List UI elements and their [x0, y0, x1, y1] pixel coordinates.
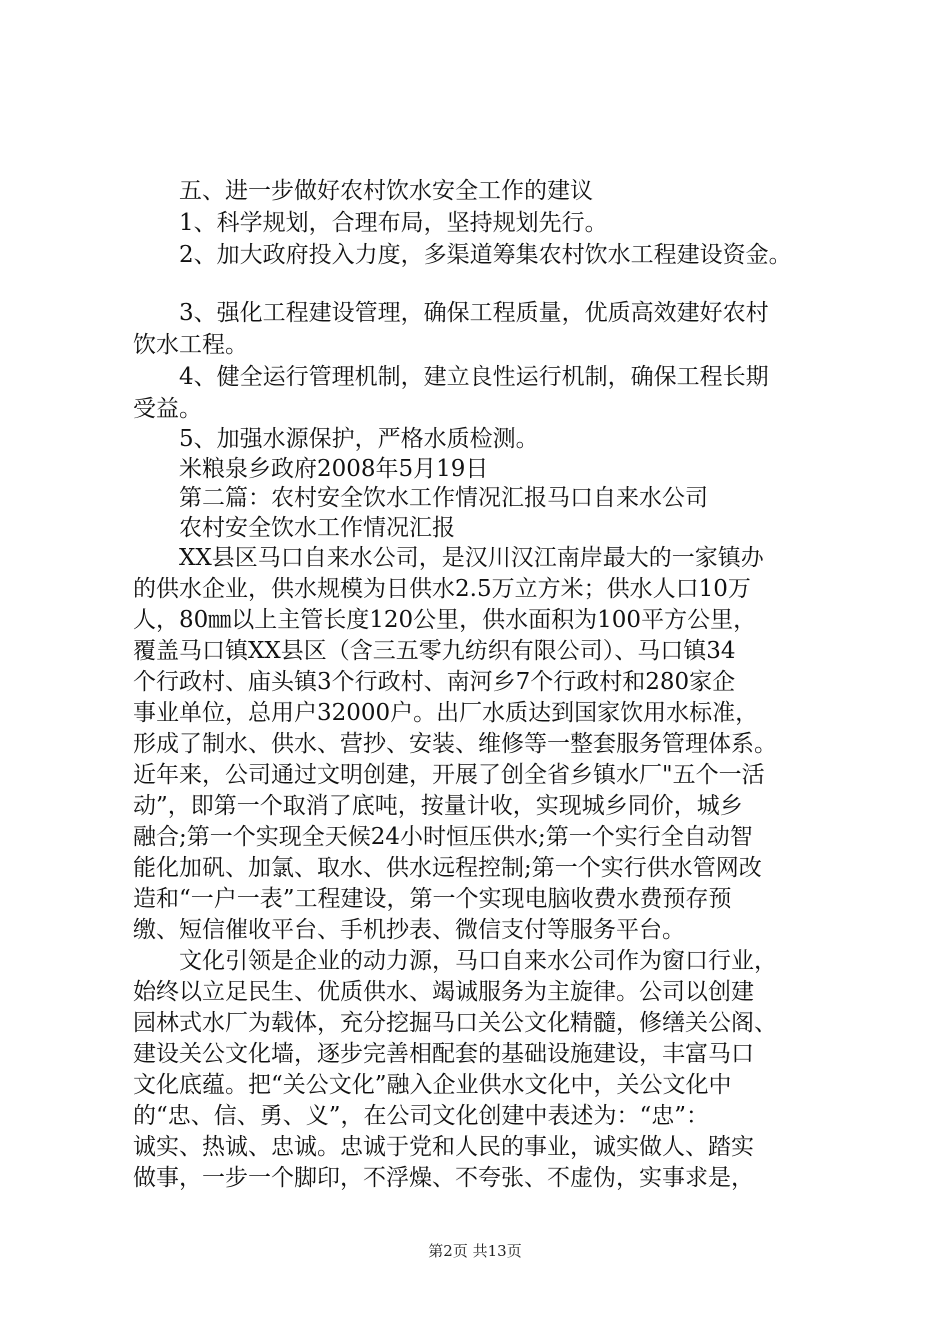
paragraph-line: 形成了制水、供水、营抄、安装、维修等一整套服务管理体系。 [133, 731, 777, 757]
paragraph-line: 做事，一步一个脚印，不浮燥、不夸张、不虚伪，实事求是， [133, 1165, 754, 1191]
paragraph-line: 米粮泉乡政府2008年5月19日 [133, 456, 489, 482]
paragraph-line: 能化加矾、加氯、取水、供水远程控制;第一个实行供水管网改 [133, 855, 762, 881]
paragraph-line: 饮水工程。 [133, 332, 248, 358]
paragraph-line: 园林式水厂为载体，充分挖掘马口关公文化精髓，修缮关公阁、 [133, 1010, 777, 1036]
paragraph-line: 缴、短信催收平台、手机抄表、微信支付等服务平台。 [133, 917, 685, 943]
paragraph-line: 近年来，公司通过文明创建，开展了创全省乡镇水厂"五个一活 [133, 762, 765, 788]
paragraph-line: 融合;第一个实现全天候24小时恒压供水;第一个实行全自动智 [133, 824, 753, 850]
paragraph-line: 人，80㎜以上主管长度120公里，供水面积为100平方公里， [133, 607, 757, 633]
paragraph-line: 2、加大政府投入力度，多渠道筹集农村饮水工程建设资金。 [133, 242, 792, 268]
paragraph-line: 1、科学规划，合理布局，坚持规划先行。 [133, 210, 608, 236]
paragraph-line: 4、健全运行管理机制，建立良性运行机制，确保工程长期 [133, 364, 769, 390]
paragraph-line: 始终以立足民生、优质供水、竭诚服务为主旋律。公司以创建 [133, 979, 754, 1005]
paragraph-line: 诚实、热诚、忠诚。忠诚于党和人民的事业，诚实做人、踏实 [133, 1134, 754, 1160]
paragraph-line: 动”，即第一个取消了底吨，按量计收，实现城乡同价，城乡 [133, 793, 743, 819]
paragraph-line: 的“忠、信、勇、义”，在公司文化创建中表述为：“忠”： [133, 1103, 710, 1129]
paragraph-line: 建设关公文化墙，逐步完善相配套的基础设施建设，丰富马口 [133, 1041, 754, 1067]
paragraph-line: 个行政村、庙头镇3个行政村、南河乡7个行政村和280家企 [133, 669, 736, 695]
paragraph-line: 的供水企业，供水规模为日供水2.5万立方米；供水人口10万 [133, 576, 751, 602]
paragraph-line: 造和“一户一表”工程建设，第一个实现电脑收费水费预存预 [133, 886, 732, 912]
paragraph-line: 文化底蕴。把“关公文化”融入企业供水文化中，关公文化中 [133, 1072, 732, 1098]
page-number-footer: 第2页 共13页 [428, 1242, 522, 1260]
section-heading: 第二篇：农村安全饮水工作情况汇报马口自来水公司 [133, 485, 708, 511]
paragraph-line: 覆盖马口镇XX县区（含三五零九纺织有限公司）、马口镇34 [133, 638, 736, 664]
paragraph-line: 五、进一步做好农村饮水安全工作的建议 [133, 178, 593, 204]
paragraph-line: 文化引领是企业的动力源，马口自来水公司作为窗口行业， [133, 948, 777, 974]
paragraph-line: 事业单位，总用户32000户。出厂水质达到国家饮用水标准， [133, 700, 759, 726]
paragraph-line: 受益。 [133, 396, 202, 422]
paragraph-line: XX县区马口自来水公司，是汉川汉江南岸最大的一家镇办 [133, 545, 764, 571]
paragraph-line: 5、加强水源保护，严格水质检测。 [133, 426, 539, 452]
report-title: 农村安全饮水工作情况汇报 [133, 515, 455, 541]
paragraph-line: 3、强化工程建设管理，确保工程质量，优质高效建好农村 [133, 300, 769, 326]
